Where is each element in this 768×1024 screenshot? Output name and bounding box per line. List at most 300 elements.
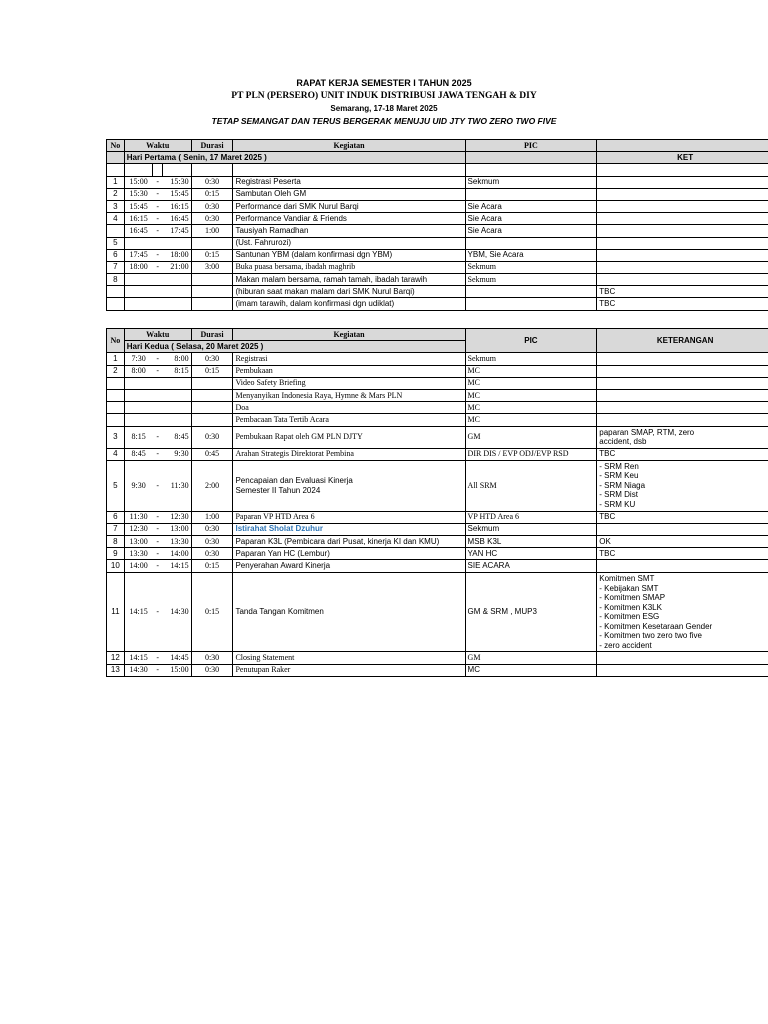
table-row bbox=[107, 536, 768, 548]
cell-start: 13:30 bbox=[124, 548, 152, 560]
table-row bbox=[107, 652, 768, 664]
cell-dash: - bbox=[152, 448, 162, 460]
cell-pic: Sekmum bbox=[465, 274, 597, 286]
cell-start: 15:30 bbox=[124, 188, 152, 200]
table-row bbox=[107, 213, 768, 225]
cell-dash bbox=[152, 274, 162, 286]
cell-no: 7 bbox=[107, 261, 125, 273]
cell-no bbox=[107, 298, 125, 310]
day-pic-blank bbox=[465, 152, 597, 164]
cell-durasi bbox=[191, 389, 233, 401]
table-row bbox=[107, 365, 768, 377]
cell-dash: - bbox=[152, 560, 162, 572]
text-line: Komitmen SMT bbox=[599, 574, 655, 584]
cell-pic: MC bbox=[465, 402, 597, 414]
col-header-ket-top bbox=[597, 140, 768, 152]
cell-start: 18:00 bbox=[124, 261, 152, 273]
cell-ket bbox=[597, 414, 768, 426]
cell-kegiatan: Pembukaan Rapat oleh GM PLN DJTY bbox=[233, 426, 465, 448]
cell-kegiatan: Paparan VP HTD Area 6 bbox=[233, 511, 465, 523]
cell-durasi bbox=[191, 286, 233, 298]
cell-dash: - bbox=[152, 426, 162, 448]
cell-no: 2 bbox=[107, 188, 125, 200]
table-row bbox=[107, 237, 768, 249]
text-line: - Komitmen SMAP bbox=[599, 593, 666, 603]
cell-ket bbox=[597, 200, 768, 212]
cell-end bbox=[163, 389, 191, 401]
doc-title: RAPAT KERJA SEMESTER I TAHUN 2025 bbox=[296, 78, 472, 88]
cell-dash: - bbox=[152, 353, 162, 365]
table-row bbox=[107, 414, 768, 426]
cell-durasi: 0:30 bbox=[191, 548, 233, 560]
spacer-cell bbox=[191, 164, 233, 176]
cell-end bbox=[163, 377, 191, 389]
cell-ket: TBC bbox=[597, 298, 768, 310]
cell-durasi: 0:15 bbox=[191, 365, 233, 377]
cell-kegiatan: Registrasi bbox=[233, 353, 465, 365]
text-line: - SRM Ren bbox=[599, 461, 639, 471]
table-row bbox=[107, 200, 768, 212]
cell-end bbox=[163, 237, 191, 249]
cell-ket bbox=[597, 652, 768, 664]
cell-start: 15:00 bbox=[124, 176, 152, 188]
cell-kegiatan: Pembukaan bbox=[233, 365, 465, 377]
cell-end bbox=[163, 286, 191, 298]
cell-end: 14:30 bbox=[163, 572, 191, 652]
schedule-table-day1 bbox=[106, 139, 768, 311]
col-header-no: No bbox=[107, 329, 125, 353]
cell-kegiatan: Makan malam bersama, ramah tamah, ibadah tarawih bbox=[233, 274, 465, 286]
cell-end: 11:30 bbox=[163, 460, 191, 511]
cell-start: 11:30 bbox=[124, 511, 152, 523]
cell-durasi: 0:30 bbox=[191, 652, 233, 664]
cell-durasi bbox=[191, 274, 233, 286]
cell-end: 14:00 bbox=[163, 548, 191, 560]
cell-ket bbox=[597, 402, 768, 414]
cell-start: 14:15 bbox=[124, 652, 152, 664]
cell-start: 8:45 bbox=[124, 448, 152, 460]
cell-ket bbox=[597, 389, 768, 401]
cell-start bbox=[124, 274, 152, 286]
cell-kegiatan: Istirahat Sholat Dzuhur bbox=[233, 523, 465, 535]
col-header-pic: PIC bbox=[465, 140, 597, 152]
col-header-durasi: Durasi bbox=[191, 329, 233, 341]
cell-pic bbox=[465, 298, 597, 310]
cell-end bbox=[163, 414, 191, 426]
cell-end: 16:15 bbox=[163, 200, 191, 212]
cell-durasi: 0:30 bbox=[191, 426, 233, 448]
table-row bbox=[107, 426, 768, 448]
cell-durasi: 0:15 bbox=[191, 572, 233, 652]
cell-start: 12:30 bbox=[124, 523, 152, 535]
cell-dash: - bbox=[152, 652, 162, 664]
cell-ket bbox=[597, 188, 768, 200]
cell-durasi: 0:30 bbox=[191, 536, 233, 548]
cell-kegiatan: Performance Vandiar & Friends bbox=[233, 213, 465, 225]
cell-dash: - bbox=[152, 460, 162, 511]
cell-no: 3 bbox=[107, 426, 125, 448]
cell-no bbox=[107, 389, 125, 401]
cell-dash: - bbox=[152, 523, 162, 535]
cell-no: 5 bbox=[107, 460, 125, 511]
col-header-keterangan: KETERANGAN bbox=[597, 329, 768, 353]
spacer-cell bbox=[124, 164, 152, 176]
cell-end bbox=[163, 298, 191, 310]
text-line: - SRM Niaga bbox=[599, 480, 646, 490]
cell-no: 9 bbox=[107, 548, 125, 560]
cell-kegiatan: Tausiyah Ramadhan bbox=[233, 225, 465, 237]
table-row bbox=[107, 176, 768, 188]
cell-dash: - bbox=[152, 511, 162, 523]
cell-no: 10 bbox=[107, 560, 125, 572]
spacer-cell bbox=[163, 164, 191, 176]
cell-end: 13:30 bbox=[163, 536, 191, 548]
cell-dash bbox=[152, 298, 162, 310]
text-line: paparan SMAP, RTM, zero bbox=[599, 427, 695, 437]
cell-durasi: 0:30 bbox=[191, 200, 233, 212]
cell-ket bbox=[597, 225, 768, 237]
cell-kegiatan: Registrasi Peserta bbox=[233, 176, 465, 188]
cell-end: 9:30 bbox=[163, 448, 191, 460]
cell-dash: - bbox=[152, 200, 162, 212]
cell-end: 8:00 bbox=[163, 353, 191, 365]
cell-end: 8:45 bbox=[163, 426, 191, 448]
cell-dash: - bbox=[152, 176, 162, 188]
cell-no: 4 bbox=[107, 448, 125, 460]
cell-ket bbox=[597, 572, 768, 652]
cell-kegiatan: Menyanyikan Indonesia Raya, Hymne & Mars PLN bbox=[233, 389, 465, 401]
cell-durasi: 0:30 bbox=[191, 213, 233, 225]
cell-no bbox=[107, 402, 125, 414]
cell-ket bbox=[597, 213, 768, 225]
text-line: Pencapaian dan Evaluasi Kinerja bbox=[235, 476, 353, 486]
cell-start: 13:00 bbox=[124, 536, 152, 548]
cell-no bbox=[107, 286, 125, 298]
cell-kegiatan: Penutupan Raker bbox=[233, 664, 465, 676]
cell-durasi: 0:15 bbox=[191, 560, 233, 572]
cell-dash: - bbox=[152, 249, 162, 261]
col-header-waktu: Waktu bbox=[124, 140, 191, 152]
cell-ket bbox=[597, 274, 768, 286]
col-header-durasi: Durasi bbox=[191, 140, 233, 152]
text-line: - SRM Dist bbox=[599, 490, 638, 500]
cell-kegiatan: Tanda Tangan Komitmen bbox=[233, 572, 465, 652]
table-row bbox=[107, 460, 768, 511]
cell-ket: OK bbox=[597, 536, 768, 548]
cell-kegiatan bbox=[233, 460, 465, 511]
cell-no bbox=[107, 377, 125, 389]
cell-kegiatan: (imam tarawih, dalam konfirmasi dgn udiklat) bbox=[233, 298, 465, 310]
cell-start: 17:45 bbox=[124, 249, 152, 261]
cell-dash: - bbox=[152, 536, 162, 548]
cell-no: 2 bbox=[107, 365, 125, 377]
cell-pic: All SRM bbox=[465, 460, 597, 511]
col-header-no: No bbox=[107, 140, 125, 152]
text-line: accident, dsb bbox=[599, 437, 647, 446]
spacer-cell bbox=[107, 164, 125, 176]
cell-kegiatan: Sambutan Oleh GM bbox=[233, 188, 465, 200]
cell-pic: MC bbox=[465, 377, 597, 389]
cell-start: 16:15 bbox=[124, 213, 152, 225]
table-row bbox=[107, 448, 768, 460]
cell-ket bbox=[597, 353, 768, 365]
cell-start: 9:30 bbox=[124, 460, 152, 511]
cell-start: 16:45 bbox=[124, 225, 152, 237]
cell-durasi: 0:30 bbox=[191, 664, 233, 676]
text-line: Semester II Tahun 2024 bbox=[235, 485, 321, 495]
cell-end bbox=[163, 402, 191, 414]
table-row bbox=[107, 402, 768, 414]
cell-kegiatan: Penyerahan Award Kinerja bbox=[233, 560, 465, 572]
col-header-kegiatan: Kegiatan bbox=[233, 140, 465, 152]
cell-ket bbox=[597, 365, 768, 377]
cell-no: 8 bbox=[107, 536, 125, 548]
cell-start: 14:30 bbox=[124, 664, 152, 676]
table-row bbox=[107, 560, 768, 572]
cell-pic: SIE ACARA bbox=[465, 560, 597, 572]
cell-dash: - bbox=[152, 213, 162, 225]
table-row bbox=[107, 298, 768, 310]
cell-kegiatan: Arahan Strategis Direktorat Pembina bbox=[233, 448, 465, 460]
cell-kegiatan: Paparan K3L (Pembicara dari Pusat, kinerja KI dan KMU) bbox=[233, 536, 465, 548]
cell-ket bbox=[597, 176, 768, 188]
text-line: - Komitmen two zero two five bbox=[599, 631, 702, 641]
cell-ket bbox=[597, 261, 768, 273]
table-row bbox=[107, 274, 768, 286]
cell-end: 8:15 bbox=[163, 365, 191, 377]
cell-ket: TBC bbox=[597, 511, 768, 523]
cell-dash: - bbox=[152, 225, 162, 237]
cell-ket bbox=[597, 664, 768, 676]
text-line: - Kebijakan SMT bbox=[599, 583, 659, 593]
cell-start bbox=[124, 298, 152, 310]
cell-ket bbox=[597, 523, 768, 535]
cell-ket bbox=[597, 249, 768, 261]
cell-end: 13:00 bbox=[163, 523, 191, 535]
cell-kegiatan: Performance dari SMK Nurul Barqi bbox=[233, 200, 465, 212]
cell-no: 8 bbox=[107, 274, 125, 286]
cell-no: 1 bbox=[107, 176, 125, 188]
col-header-pic: PIC bbox=[465, 329, 597, 353]
cell-kegiatan: (Ust. Fahrurozi) bbox=[233, 237, 465, 249]
text-line: - Komitmen ESG bbox=[599, 612, 660, 622]
cell-durasi: 1:00 bbox=[191, 511, 233, 523]
cell-end bbox=[163, 274, 191, 286]
cell-kegiatan: Santunan YBM (dalam konfirmasi dgn YBM) bbox=[233, 249, 465, 261]
spacer-cell bbox=[597, 164, 768, 176]
cell-durasi: 0:15 bbox=[191, 188, 233, 200]
spacer-cell bbox=[233, 164, 465, 176]
cell-start: 8:15 bbox=[124, 426, 152, 448]
cell-no: 1 bbox=[107, 353, 125, 365]
text-line: - Komitmen K3LK bbox=[599, 602, 662, 612]
cell-start: 14:15 bbox=[124, 572, 152, 652]
cell-durasi bbox=[191, 298, 233, 310]
cell-pic: MC bbox=[465, 664, 597, 676]
cell-end: 15:30 bbox=[163, 176, 191, 188]
cell-durasi bbox=[191, 402, 233, 414]
cell-end: 17:45 bbox=[163, 225, 191, 237]
cell-kegiatan: Closing Statement bbox=[233, 652, 465, 664]
cell-dash bbox=[152, 402, 162, 414]
cell-dash: - bbox=[152, 365, 162, 377]
doc-subtitle: PT PLN (PERSERO) UNIT INDUK DISTRIBUSI JAWA TENGAH & DIY bbox=[231, 91, 537, 101]
cell-durasi: 0:45 bbox=[191, 448, 233, 460]
cell-durasi bbox=[191, 414, 233, 426]
cell-start: 15:45 bbox=[124, 200, 152, 212]
cell-durasi bbox=[191, 377, 233, 389]
cell-kegiatan: Paparan Yan HC (Lembur) bbox=[233, 548, 465, 560]
cell-durasi: 0:15 bbox=[191, 249, 233, 261]
cell-pic: YBM, Sie Acara bbox=[465, 249, 597, 261]
cell-pic: Sekmum bbox=[465, 353, 597, 365]
cell-start bbox=[124, 286, 152, 298]
cell-pic: YAN HC bbox=[465, 548, 597, 560]
cell-end: 15:45 bbox=[163, 188, 191, 200]
cell-ket: TBC bbox=[597, 286, 768, 298]
cell-start bbox=[124, 237, 152, 249]
cell-dash: - bbox=[152, 664, 162, 676]
cell-pic: GM & SRM , MUP3 bbox=[465, 572, 597, 652]
cell-kegiatan: Doa bbox=[233, 402, 465, 414]
cell-end: 15:00 bbox=[163, 664, 191, 676]
cell-start bbox=[124, 389, 152, 401]
cell-pic: MC bbox=[465, 414, 597, 426]
cell-pic bbox=[465, 188, 597, 200]
cell-dash bbox=[152, 414, 162, 426]
col-header-kegiatan: Kegiatan bbox=[233, 329, 465, 341]
cell-dash bbox=[152, 377, 162, 389]
cell-end: 18:00 bbox=[163, 249, 191, 261]
cell-kegiatan: Pembacaan Tata Tertib Acara bbox=[233, 414, 465, 426]
cell-ket: TBC bbox=[597, 448, 768, 460]
doc-motto: TETAP SEMANGAT DAN TERUS BERGERAK MENUJU UID JTY TWO ZERO TWO FIVE bbox=[211, 116, 557, 126]
table-row bbox=[107, 188, 768, 200]
cell-pic: Sie Acara bbox=[465, 213, 597, 225]
table-row bbox=[107, 249, 768, 261]
cell-ket bbox=[597, 460, 768, 511]
cell-pic: Sekmum bbox=[465, 176, 597, 188]
cell-no: 11 bbox=[107, 572, 125, 652]
cell-no: 3 bbox=[107, 200, 125, 212]
cell-start bbox=[124, 377, 152, 389]
text-line: - SRM KU bbox=[599, 499, 636, 509]
cell-dash bbox=[152, 286, 162, 298]
cell-end: 14:15 bbox=[163, 560, 191, 572]
cell-pic: MC bbox=[465, 389, 597, 401]
cell-durasi bbox=[191, 237, 233, 249]
cell-ket: TBC bbox=[597, 548, 768, 560]
cell-end: 16:45 bbox=[163, 213, 191, 225]
table-row bbox=[107, 286, 768, 298]
cell-pic: DIR DIS / EVP ODJ/EVP RSD bbox=[465, 448, 597, 460]
table-row bbox=[107, 389, 768, 401]
table-row bbox=[107, 511, 768, 523]
cell-pic: Sie Acara bbox=[465, 225, 597, 237]
text-line: - zero accident bbox=[599, 640, 652, 650]
cell-no: 4 bbox=[107, 213, 125, 225]
cell-durasi: 2:00 bbox=[191, 460, 233, 511]
spacer-cell bbox=[465, 164, 597, 176]
cell-pic: Sie Acara bbox=[465, 200, 597, 212]
cell-start: 8:00 bbox=[124, 365, 152, 377]
cell-ket bbox=[597, 237, 768, 249]
text-line: - Komitmen Kesetaraan Gender bbox=[599, 621, 713, 631]
cell-no: 6 bbox=[107, 249, 125, 261]
table-row bbox=[107, 225, 768, 237]
cell-kegiatan: Video Safety Briefing bbox=[233, 377, 465, 389]
cell-pic: MC bbox=[465, 365, 597, 377]
cell-dash: - bbox=[152, 261, 162, 273]
cell-no bbox=[107, 414, 125, 426]
cell-durasi: 1:00 bbox=[191, 225, 233, 237]
cell-pic bbox=[465, 286, 597, 298]
day-cell-blank bbox=[107, 152, 125, 164]
cell-kegiatan: Buka puasa bersama, ibadah maghrib bbox=[233, 261, 465, 273]
table-row bbox=[107, 572, 768, 652]
table-row bbox=[107, 523, 768, 535]
day-label: Hari Pertama ( Senin, 17 Maret 2025 ) bbox=[124, 152, 465, 164]
col-header-waktu: Waktu bbox=[124, 329, 191, 341]
cell-no: 6 bbox=[107, 511, 125, 523]
cell-ket bbox=[597, 560, 768, 572]
cell-pic: Sekmum bbox=[465, 261, 597, 273]
cell-start bbox=[124, 402, 152, 414]
table-row bbox=[107, 548, 768, 560]
cell-pic: GM bbox=[465, 426, 597, 448]
cell-kegiatan: (hiburan saat makan malam dari SMK Nurul Barqi) bbox=[233, 286, 465, 298]
cell-pic: Sekmum bbox=[465, 523, 597, 535]
cell-no: 13 bbox=[107, 664, 125, 676]
cell-pic: MSB K3L bbox=[465, 536, 597, 548]
table-row bbox=[107, 664, 768, 676]
table-row bbox=[107, 377, 768, 389]
cell-dash: - bbox=[152, 572, 162, 652]
cell-no: 7 bbox=[107, 523, 125, 535]
cell-dash bbox=[152, 389, 162, 401]
cell-no bbox=[107, 225, 125, 237]
cell-durasi: 3:00 bbox=[191, 261, 233, 273]
cell-end: 14:45 bbox=[163, 652, 191, 664]
cell-no: 5 bbox=[107, 237, 125, 249]
col-header-ket: KET bbox=[597, 152, 768, 164]
day-label: Hari Kedua ( Selasa, 20 Maret 2025 ) bbox=[124, 341, 465, 353]
cell-end: 12:30 bbox=[163, 511, 191, 523]
cell-pic bbox=[465, 237, 597, 249]
cell-dash bbox=[152, 237, 162, 249]
cell-end: 21:00 bbox=[163, 261, 191, 273]
cell-no: 12 bbox=[107, 652, 125, 664]
cell-pic: VP HTD Area 6 bbox=[465, 511, 597, 523]
text-line: - SRM Keu bbox=[599, 471, 639, 481]
doc-date-location: Semarang, 17-18 Maret 2025 bbox=[330, 104, 438, 113]
table-row bbox=[107, 261, 768, 273]
cell-start: 14:00 bbox=[124, 560, 152, 572]
cell-start: 7:30 bbox=[124, 353, 152, 365]
cell-ket bbox=[597, 426, 768, 448]
table-row bbox=[107, 353, 768, 365]
schedule-table-day2 bbox=[106, 328, 768, 677]
cell-start bbox=[124, 414, 152, 426]
spacer-cell bbox=[152, 164, 162, 176]
cell-pic: GM bbox=[465, 652, 597, 664]
cell-durasi: 0:30 bbox=[191, 523, 233, 535]
cell-durasi: 0:30 bbox=[191, 176, 233, 188]
cell-dash: - bbox=[152, 188, 162, 200]
cell-dash: - bbox=[152, 548, 162, 560]
cell-ket bbox=[597, 377, 768, 389]
cell-durasi: 0:30 bbox=[191, 353, 233, 365]
